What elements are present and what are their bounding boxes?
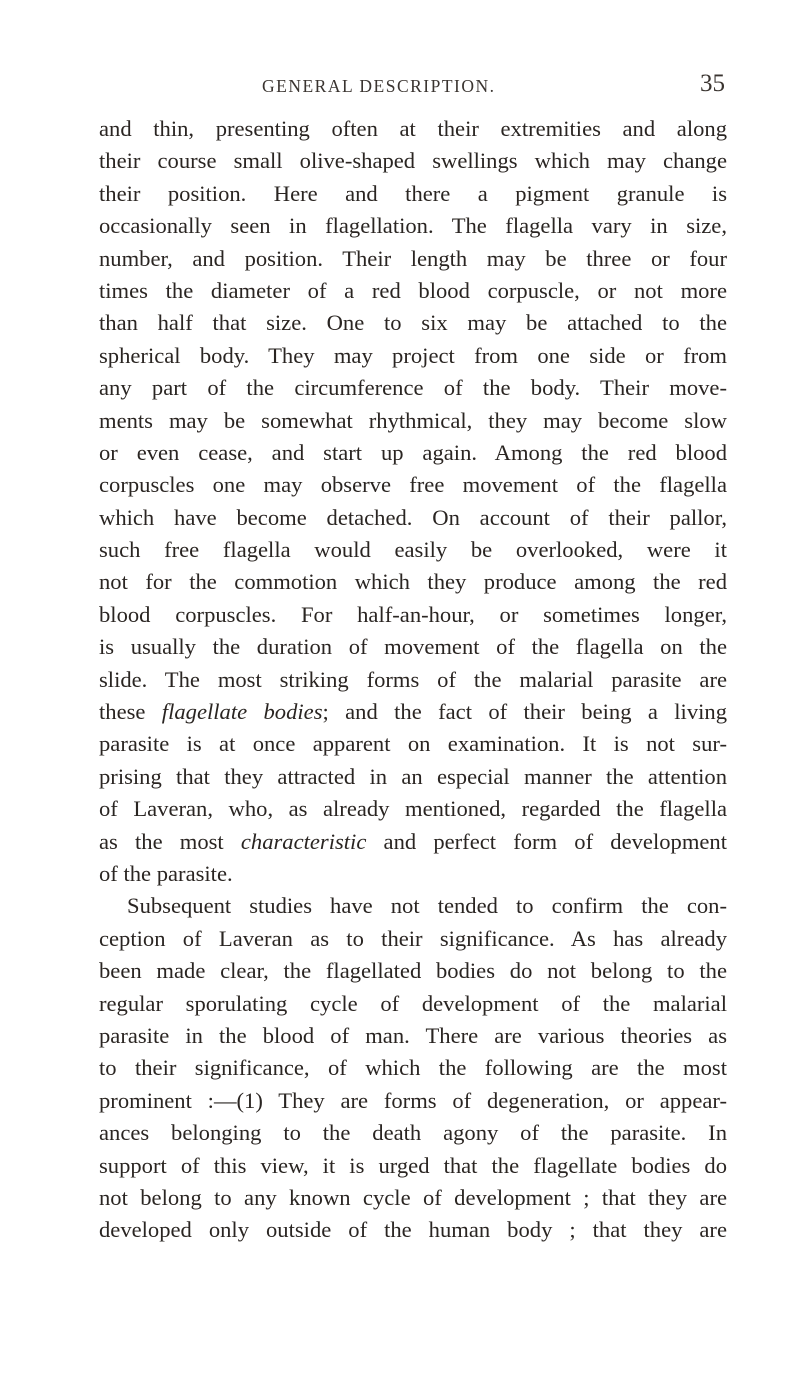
text-line: spherical body. They may project from one side or from xyxy=(99,342,727,368)
text-line: any part of the circumference of the body. Their move- xyxy=(99,375,727,401)
text-run: as the most xyxy=(99,828,241,854)
text-line: ances belonging to the death agony of the parasite. In xyxy=(99,1120,727,1146)
text-line: is usually the duration of movement of the flagella on the xyxy=(99,634,727,660)
text-line: been made clear, the flagellated bodies do not belong to the xyxy=(99,958,727,984)
text-line: their course small olive-shaped swellings which may change xyxy=(99,148,727,174)
text-line: or even cease, and start up again. Among the red blood xyxy=(99,439,727,465)
text-line-with-italic xyxy=(99,826,727,858)
text-line: not belong to any known cycle of development ; that they are xyxy=(99,1184,727,1210)
text-line: of the parasite. xyxy=(99,860,233,886)
text-line: ception of Laveran as to their significance. As has already xyxy=(99,925,727,951)
text-line: prominent :—(1) They are forms of degeneration, or appear- xyxy=(99,1087,727,1113)
text-line: such free flagella would easily be overlooked, were it xyxy=(99,537,727,563)
text-line-with-italic xyxy=(99,696,727,728)
text-line: not for the commotion which they produce among the red xyxy=(99,569,727,595)
running-head: GENERAL DESCRIPTION. xyxy=(262,76,496,96)
text-line: ments may be somewhat rhythmical, they may become slow xyxy=(99,407,727,433)
text-line: parasite is at once apparent on examination. It is not sur- xyxy=(99,731,727,757)
text-line: corpuscles one may observe free movement of the flagella xyxy=(99,472,727,498)
text-line: regular sporulating cycle of development of the malarial xyxy=(99,990,727,1016)
text-line: to their significance, of which the following are the most xyxy=(99,1055,727,1081)
page-header xyxy=(0,70,800,104)
text-line: support of this view, it is urged that the flagellate bodies do xyxy=(99,1152,727,1178)
italic-term: characteristic xyxy=(240,828,367,854)
text-line: of Laveran, who, as already mentioned, regarded the flagella xyxy=(99,796,727,822)
text-line: and thin, presenting often at their extremities and along xyxy=(99,116,727,141)
italic-term: flagellate bodies xyxy=(161,699,323,725)
text-run: ; and the fact of their being a living xyxy=(322,699,727,725)
text-line: prising that they attracted in an especial manner the attention xyxy=(99,763,727,789)
text-line: than half that size. One to six may be attached to the xyxy=(99,310,727,336)
text-line: developed only outside of the human body ; that they are xyxy=(99,1217,727,1243)
text-line: Subsequent studies have not tended to confirm the con- xyxy=(127,893,727,919)
text-run: and perfect form of development xyxy=(366,828,727,854)
text-line: times the diameter of a red blood corpuscle, or not more xyxy=(99,277,727,303)
body-text xyxy=(99,113,727,1247)
text-line: which have become detached. On account of their pallor, xyxy=(99,504,727,530)
page-number: 35 xyxy=(700,70,725,97)
text-line: slide. The most striking forms of the malarial parasite are xyxy=(99,666,727,692)
text-line: parasite in the blood of man. There are various theories as xyxy=(99,1022,727,1048)
text-line: their position. Here and there a pigment granule is xyxy=(99,180,727,206)
text-run: these xyxy=(99,699,162,725)
text-line: blood corpuscles. For half-an-hour, or sometimes longer, xyxy=(99,601,727,627)
text-line: occasionally seen in flagellation. The flagella vary in size, xyxy=(99,213,727,239)
text-line: number, and position. Their length may be three or four xyxy=(99,245,727,271)
